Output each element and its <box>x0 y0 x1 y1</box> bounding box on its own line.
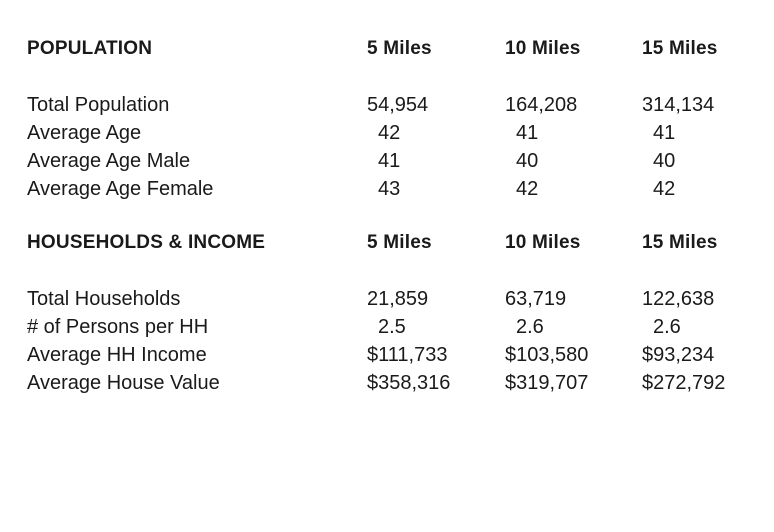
cell-value: 41 <box>653 122 676 144</box>
section-header-row <box>27 229 754 257</box>
cell-value: 42 <box>378 122 401 144</box>
column-header-5-miles: 5 Miles <box>367 232 432 253</box>
section-header-row <box>27 35 754 63</box>
cell-value: 43 <box>378 178 401 200</box>
table-row <box>27 369 754 397</box>
column-header-15-miles: 15 Miles <box>642 232 718 253</box>
section-title-population: POPULATION <box>27 38 153 59</box>
cell-value: 41 <box>516 122 539 144</box>
cell-value: $93,234 <box>642 344 715 366</box>
cell-value: 314,134 <box>642 94 715 116</box>
table-row <box>27 175 754 203</box>
table-row <box>27 91 754 119</box>
row-label: Total Households <box>27 288 181 310</box>
population-rows <box>27 91 754 203</box>
cell-value: $111,733 <box>367 344 448 366</box>
cell-value: 40 <box>516 150 539 172</box>
cell-value: 2.5 <box>378 316 406 338</box>
row-label: Total Population <box>27 94 170 116</box>
column-header-15-miles: 15 Miles <box>642 38 718 59</box>
households-rows <box>27 285 754 397</box>
row-label: Average Age <box>27 122 142 144</box>
cell-value: 42 <box>516 178 539 200</box>
table-row <box>27 341 754 369</box>
cell-value: $358,316 <box>367 372 451 394</box>
row-label: # of Persons per HH <box>27 316 209 338</box>
cell-value: $319,707 <box>505 372 589 394</box>
cell-value: 164,208 <box>505 94 578 116</box>
row-label: Average Age Male <box>27 150 191 172</box>
column-header-10-miles: 10 Miles <box>505 232 581 253</box>
cell-value: 63,719 <box>505 288 567 310</box>
table-row <box>27 313 754 341</box>
cell-value: 54,954 <box>367 94 429 116</box>
cell-value: $103,580 <box>505 344 589 366</box>
cell-value: 21,859 <box>367 288 429 310</box>
section-households-income <box>27 229 754 397</box>
column-header-5-miles: 5 Miles <box>367 38 432 59</box>
row-label: Average House Value <box>27 372 220 394</box>
cell-value: 41 <box>378 150 401 172</box>
cell-value: 42 <box>653 178 676 200</box>
row-label: Average HH Income <box>27 344 207 366</box>
section-title-households-income: HOUSEHOLDS & INCOME <box>27 232 266 253</box>
table-row <box>27 285 754 313</box>
table-row <box>27 119 754 147</box>
cell-value: 2.6 <box>653 316 681 338</box>
table-row <box>27 147 754 175</box>
cell-value: 122,638 <box>642 288 715 310</box>
cell-value: 2.6 <box>516 316 544 338</box>
column-header-10-miles: 10 Miles <box>505 38 581 59</box>
row-label: Average Age Female <box>27 178 214 200</box>
cell-value: $272,792 <box>642 372 726 394</box>
cell-value: 40 <box>653 150 676 172</box>
section-population <box>27 35 754 203</box>
